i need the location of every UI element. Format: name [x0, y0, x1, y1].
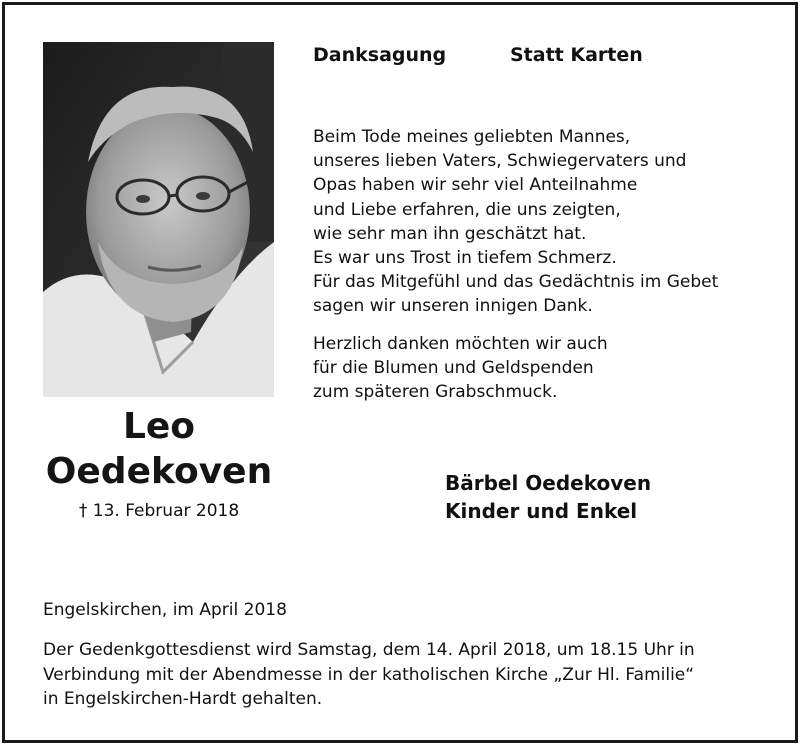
thanks-line: und Liebe erfahren, die uns zeigten, — [313, 199, 621, 220]
thanks-line: Beim Tode meines geliebten Mannes, — [313, 127, 631, 147]
death-date: † 13. Februar 2018 — [78, 501, 240, 521]
thanks-line: Es war uns Trost in tiefem Schmerz. — [313, 248, 617, 269]
notice-line: Verbindung mit der Abendmesse in der katholischen Kirche „Zur Hl. Familie“ — [43, 664, 695, 685]
flowers-line: für die Blumen und Geldspenden — [313, 358, 594, 379]
deceased-first-name: Leo — [122, 406, 196, 447]
obituary-card — [2, 2, 798, 743]
thanks-line: sagen wir unseren innigen Dank. — [313, 296, 593, 317]
thanks-line: Opas haben wir sehr viel Anteilnahme — [313, 175, 638, 196]
signature-family: Kinder und Enkel — [445, 499, 638, 523]
thanks-line: wie sehr man ihn geschätzt hat. — [313, 223, 587, 244]
notice-line: in Engelskirchen-Hardt gehalten. — [43, 689, 323, 709]
thanks-line: unseres lieben Vaters, Schwiegervaters und — [313, 151, 687, 172]
heading-statt-karten: Statt Karten — [510, 44, 643, 66]
deceased-last-name: Oedekoven — [45, 451, 273, 492]
memorial-service-notice — [43, 638, 783, 712]
flowers-line: Herzlich danken möchten wir auch — [313, 334, 608, 354]
heading-danksagung: Danksagung — [313, 44, 447, 66]
flowers-line: zum späteren Grabschmuck. — [313, 382, 558, 403]
signature-name: Bärbel Oedekoven — [445, 471, 652, 495]
place-date: Engelskirchen, im April 2018 — [43, 600, 287, 620]
flowers-paragraph — [313, 332, 783, 405]
thanks-line: Für das Mitgefühl und das Gedächtnis im Gebet — [313, 272, 719, 293]
notice-line: Der Gedenkgottesdienst wird Samstag, dem 14. April 2018, um 18.15 Uhr in — [43, 640, 695, 660]
thanks-paragraph — [313, 125, 783, 319]
portrait-photo — [43, 42, 274, 397]
